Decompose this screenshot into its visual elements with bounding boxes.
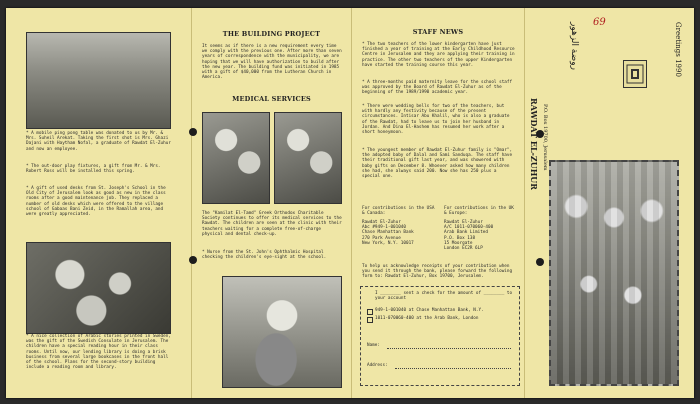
heading-medical-services: MEDICAL SERVICES: [232, 95, 311, 103]
usa-bank-address: Rawdat El-Zuhur Abc #949-1-001040 Chase Manhattan Bank 270 Park Avenue New York, N.Y. 10017: [362, 220, 414, 246]
uk-bank-address: Rawdat El-Zuhur A/C 1011-070060-400 Arab Bank Limited P.O. Box 138 15 Moorgate London EC2R 6LP: [444, 220, 494, 252]
text-receipt-note: To help us acknowledge receipts of your contribution when you send it through the bank, please forward the following form to: Rawdat El-Zuhur, Box 19700, Jerusalem.: [362, 264, 513, 280]
handwritten-number: 69: [593, 17, 606, 28]
panel-building-medical: [192, 8, 351, 398]
text-nurse: * Nurse from the St. John's Ophthalmic Hospital checking the children's eye-sight at the school.: [202, 250, 327, 261]
panel-staff-news: [352, 8, 524, 398]
text-weddings: * There were wedding bells for two of the teachers, but with hardly any festivity because of the present circumstances. Intisar Abu Khalil, who is also a graduate of the Rawdat, had to leave us to join her husband in Jordan. And Dina El-Hashem has resumed her work after a short honeymoon.: [362, 104, 510, 136]
text-maternity-leave: * A three-months paid maternity leave for the school staff was approved by the Board of Rawdat El-Zuhur as of the beginning of the 1989/1990 academic year.: [362, 80, 513, 96]
photo-clinic: [202, 112, 270, 204]
school-emblem: [623, 60, 647, 88]
photo-ping-pong: [26, 32, 171, 129]
newsletter-sheet: [6, 8, 694, 398]
text-desks: * A gift of used desks from St. Joseph's School in the Old City of Jerusalem look as good as new in the class rooms after a good maintenance job. They replaced a number of old desks which were offered to the village school of Gabaas Bani Zeid, in the Ramallah area, and were greatly appreciated.: [26, 186, 166, 218]
cover-title: RAWDAT EL-ZUHUR: [529, 98, 540, 190]
text-arabic-stories: * A nice collection of Arabic stories printed in Sweden, was the gift of the Swedish Consulate in Jerusalem. The children have a special reading hour in their class rooms. Until now, our lending library is doing a brisk business from several large bookcases in the front hall of the school. Plans for the second-story building include a reading room and library.: [26, 334, 171, 371]
heading-building-project: THE BUILDING PROJECT: [222, 30, 321, 38]
text-building-project: It seems as if there is a new requirement every time we comply with the previous one. After more than seven years of correspondence with the municipality, we are hoping that we will have authorization to build after the new year. The building fund was initiated in 1985 with a gift of $40,000 from the Lutheran Church in America.: [202, 44, 342, 81]
usa-contributions-heading: For contributions in the USA & Canada:: [362, 206, 435, 217]
coupon-name-field[interactable]: [387, 348, 511, 349]
cover-greetings: Greetings 1990: [674, 22, 683, 77]
panel-activities: [6, 8, 191, 398]
contribution-coupon: [360, 286, 520, 386]
photo-reading: [26, 242, 171, 334]
uk-contributions-heading: For contributions in the UK & Europe:: [444, 206, 514, 217]
photo-checkup: [274, 112, 342, 204]
coupon-amount-line: I ________ sent a check for the amount of ________ to your account: [375, 291, 513, 302]
panel-cover: [525, 8, 694, 398]
option-chase-checkbox[interactable]: [367, 309, 373, 315]
text-youngest-member: * The youngest member of Rawdat El-Zuhur family is "Omar", the adopted baby of Dalal and Sami Sanduqa. The staff have their traditional gift last year, and was showered with baby gifts on December 8. Whoever asked how many children she had, she always said 200. Now she has 250 plus a special one.: [362, 148, 513, 180]
coupon-option-arab-bank: 1011-070060-400 at the Arab Bank, London: [375, 316, 479, 321]
cover-address: P.O. Box 19700, Jerusalem: [542, 104, 549, 171]
photo-toy-car: [222, 276, 342, 388]
text-ping-pong: * A mobile ping pong table was donated to us by Mr. & Mrs. Suheil Arekat. Taking the first shot is Mrs. Ghazi Dajani with Haytham Nofal, a graduate of Rawdat El-Zuhur and now an employee.: [26, 131, 171, 152]
text-medical-services: The "Kamilat El-Tamd" Greek Orthodox Charitable Society continues to offer its medical services to the Rawdat. The children are seen at the clinic with their teachers waiting for a complete free-of-charge physical and dental check-up.: [202, 211, 342, 237]
option-arab-bank-checkbox[interactable]: [367, 317, 373, 323]
text-playground: * The out-door play fixtures, a gift from Mr. & Mrs. Robert Ross will be installed this spring.: [26, 164, 161, 175]
text-staff-training: * The two teachers of the lower kindergarten have just finished a year of training at the Early Childhood Resource Centre in Jerusalem and they are applying their training in practice. The other two teachers of the upper Kindergarten have started the training course this year.: [362, 42, 515, 68]
photo-class-group: [549, 160, 679, 386]
heading-staff-news: STAFF NEWS: [412, 28, 464, 36]
coupon-option-chase: 949-1-001040 at Chase Manhattan Bank, N.Y.: [375, 308, 484, 313]
coupon-address-field[interactable]: [395, 368, 511, 369]
arabic-title: روضة الزهور: [569, 22, 580, 70]
coupon-name-label: Name:: [367, 343, 380, 348]
coupon-address-label: Address:: [367, 363, 388, 368]
